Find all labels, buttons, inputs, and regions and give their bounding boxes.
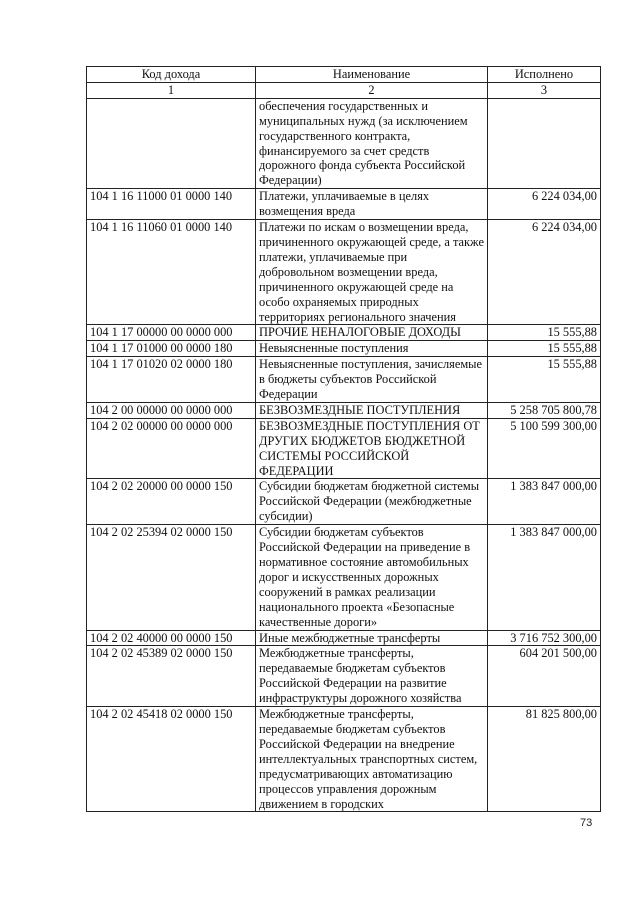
row-code: 104 2 02 25394 02 0000 150 [87,525,256,630]
column-number-2: 2 [256,82,488,98]
row-code: 104 1 16 11000 01 0000 140 [87,189,256,220]
table-row [87,220,601,325]
row-name: Субсидии бюджетам бюджетной системы Российской Федерации (межбюджетные субсидии) [256,479,488,525]
row-code: 104 2 02 45418 02 0000 150 [87,707,256,812]
row-code: 104 1 16 11060 01 0000 140 [87,220,256,325]
table-row [87,357,601,403]
row-code [87,98,256,188]
row-name: обеспечения государственных и муниципальных нужд (за исключением государственного контракта, финансируемого за счет средств дорожного фонда субъекта Российской Федерации) [256,98,488,188]
row-amount: 6 224 034,00 [488,220,601,325]
row-name: Невыясненные поступления, зачисляемые в бюджеты субъектов Российской Федерации [256,357,488,403]
row-amount: 5 258 705 800,78 [488,402,601,418]
table-row [87,325,601,341]
table-row [87,418,601,479]
row-amount: 3 716 752 300,00 [488,630,601,646]
row-amount: 15 555,88 [488,325,601,341]
table-row [87,479,601,525]
row-amount: 15 555,88 [488,357,601,403]
row-amount: 5 100 599 300,00 [488,418,601,479]
header-row [87,67,601,83]
row-name: БЕЗВОЗМЕЗДНЫЕ ПОСТУПЛЕНИЯ [256,402,488,418]
revenue-table [86,66,601,812]
table-row [87,341,601,357]
row-name: Межбюджетные трансферты, передаваемые бюджетам субъектов Российской Федерации на внедрение интеллектуальных транспортных систем, предусматривающих автоматизацию процессов управления дорожным движением в городских [256,707,488,812]
row-amount: 81 825 800,00 [488,707,601,812]
table-row [87,189,601,220]
header-executed: Исполнено [488,67,601,83]
row-code: 104 2 02 20000 00 0000 150 [87,479,256,525]
column-number-1: 1 [87,82,256,98]
row-amount: 604 201 500,00 [488,646,601,707]
row-name: Платежи, уплачиваемые в целях возмещения вреда [256,189,488,220]
table-row [87,707,601,812]
header-code: Код дохода [87,67,256,83]
row-code: 104 2 00 00000 00 0000 000 [87,402,256,418]
row-code: 104 2 02 45389 02 0000 150 [87,646,256,707]
table-row [87,646,601,707]
row-code: 104 1 17 00000 00 0000 000 [87,325,256,341]
row-code: 104 1 17 01000 00 0000 180 [87,341,256,357]
row-amount: 1 383 847 000,00 [488,525,601,630]
column-number-row [87,82,601,98]
row-name: Невыясненные поступления [256,341,488,357]
page-number: 73 [580,817,593,829]
row-name: Иные межбюджетные трансферты [256,630,488,646]
row-amount: 15 555,88 [488,341,601,357]
row-name: Межбюджетные трансферты, передаваемые бюджетам субъектов Российской Федерации на развитие инфраструктуры дорожного хозяйства [256,646,488,707]
row-name: ПРОЧИЕ НЕНАЛОГОВЫЕ ДОХОДЫ [256,325,488,341]
row-code: 104 2 02 40000 00 0000 150 [87,630,256,646]
row-code: 104 2 02 00000 00 0000 000 [87,418,256,479]
table-row [87,630,601,646]
row-amount: 6 224 034,00 [488,189,601,220]
table-row [87,98,601,188]
column-number-3: 3 [488,82,601,98]
row-code: 104 1 17 01020 02 0000 180 [87,357,256,403]
row-amount [488,98,601,188]
table-row [87,525,601,630]
row-name: Субсидии бюджетам субъектов Российской Федерации на приведение в нормативное состояние автомобильных дорог и искусственных дорожных сооружений в рамках реализации национального проекта «Безопасные качественные дороги» [256,525,488,630]
table-row [87,402,601,418]
row-name: Платежи по искам о возмещении вреда, причиненного окружающей среде, а также платежи, уплачиваемые при добровольном возмещении вреда, причиненного окружающей среде на особо охраняемых природных территориях регионального значения [256,220,488,325]
row-amount: 1 383 847 000,00 [488,479,601,525]
header-name: Наименование [256,67,488,83]
row-name: БЕЗВОЗМЕЗДНЫЕ ПОСТУПЛЕНИЯ ОТ ДРУГИХ БЮДЖЕТОВ БЮДЖЕТНОЙ СИСТЕМЫ РОССИЙСКОЙ ФЕДЕРАЦИИ [256,418,488,479]
